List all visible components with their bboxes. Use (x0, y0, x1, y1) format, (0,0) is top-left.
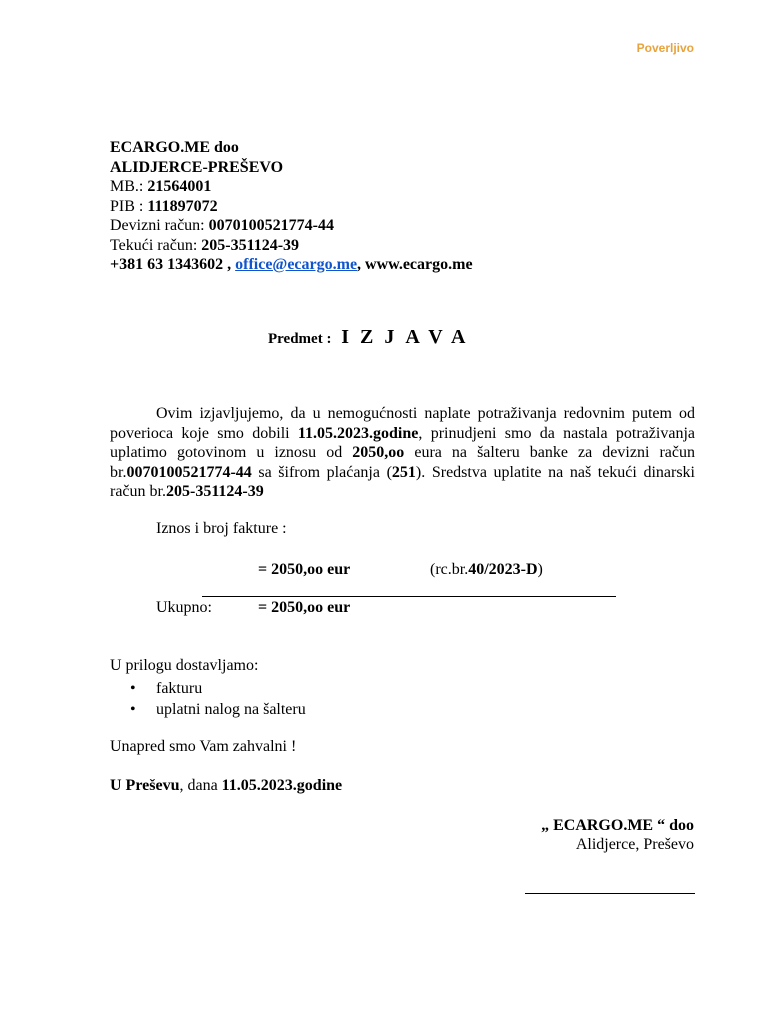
subject-label: Predmet : (268, 331, 336, 347)
attachments-list (110, 678, 306, 720)
contact-line: +381 63 1343602 , office@ecargo.me, www.ecargo.me (110, 256, 473, 273)
signature-location: Alidjerce, Preševo (575, 836, 694, 853)
attachments-label: U prilogu dostavljamo: (110, 657, 259, 674)
list-item: • uplatni nalog na šalteru (110, 699, 306, 720)
pib-line: PIB : 111897072 (110, 197, 218, 215)
current-account-line: Tekući račun: 205-351124-39 (110, 236, 300, 254)
sender-header (110, 138, 473, 275)
total-label: Ukupno: (156, 599, 212, 616)
company-name: ECARGO.ME doo (110, 139, 239, 156)
thanks-line: Unapred smo Vam zahvalni ! (110, 738, 297, 755)
total-amount: = 2050,oo eur (258, 599, 351, 616)
company-address: ALIDJERCE-PREŠEVO (110, 158, 284, 176)
email-link[interactable]: office@ecargo.me (235, 256, 358, 273)
place-date-line: U Preševu, dana 11.05.2023.godine (110, 777, 343, 794)
signature-line (525, 893, 695, 894)
list-item: • fakturu (110, 678, 306, 699)
sum-divider (202, 596, 616, 597)
invoice-reference: (rc.br.40/2023-D) (430, 561, 543, 578)
invoice-label: Iznos i broj fakture : (156, 520, 287, 537)
website: , www.ecargo.me (357, 256, 473, 273)
subject-line (268, 326, 477, 349)
mb-line: MB.: 21564001 (110, 178, 212, 195)
foreign-account-line: Devizni račun: 0070100521774-44 (110, 217, 334, 234)
confidential-label: Poverljivo (636, 41, 694, 55)
signature-company: „ ECARGO.ME “ doo (541, 817, 694, 834)
subject-title: IZJAVA (341, 326, 477, 348)
statement-paragraph: Ovim izjavljujemo, da u nemogućnosti naplate potraživanja redovnim putem od poverioca koje smo dobili 11.05.2023.godine, prinudjeni smo da nastala potraživanja uplatimo gotovinom u iznosu od 2050,oo eura na šalteru banke za devizni račun br.0070100521774-44 sa šifrom plaćanja (251). Sredstva uplatite na naš tekući dinarski račun br.205-351124-39 (110, 405, 696, 500)
invoice-amount: = 2050,oo eur (258, 561, 351, 578)
